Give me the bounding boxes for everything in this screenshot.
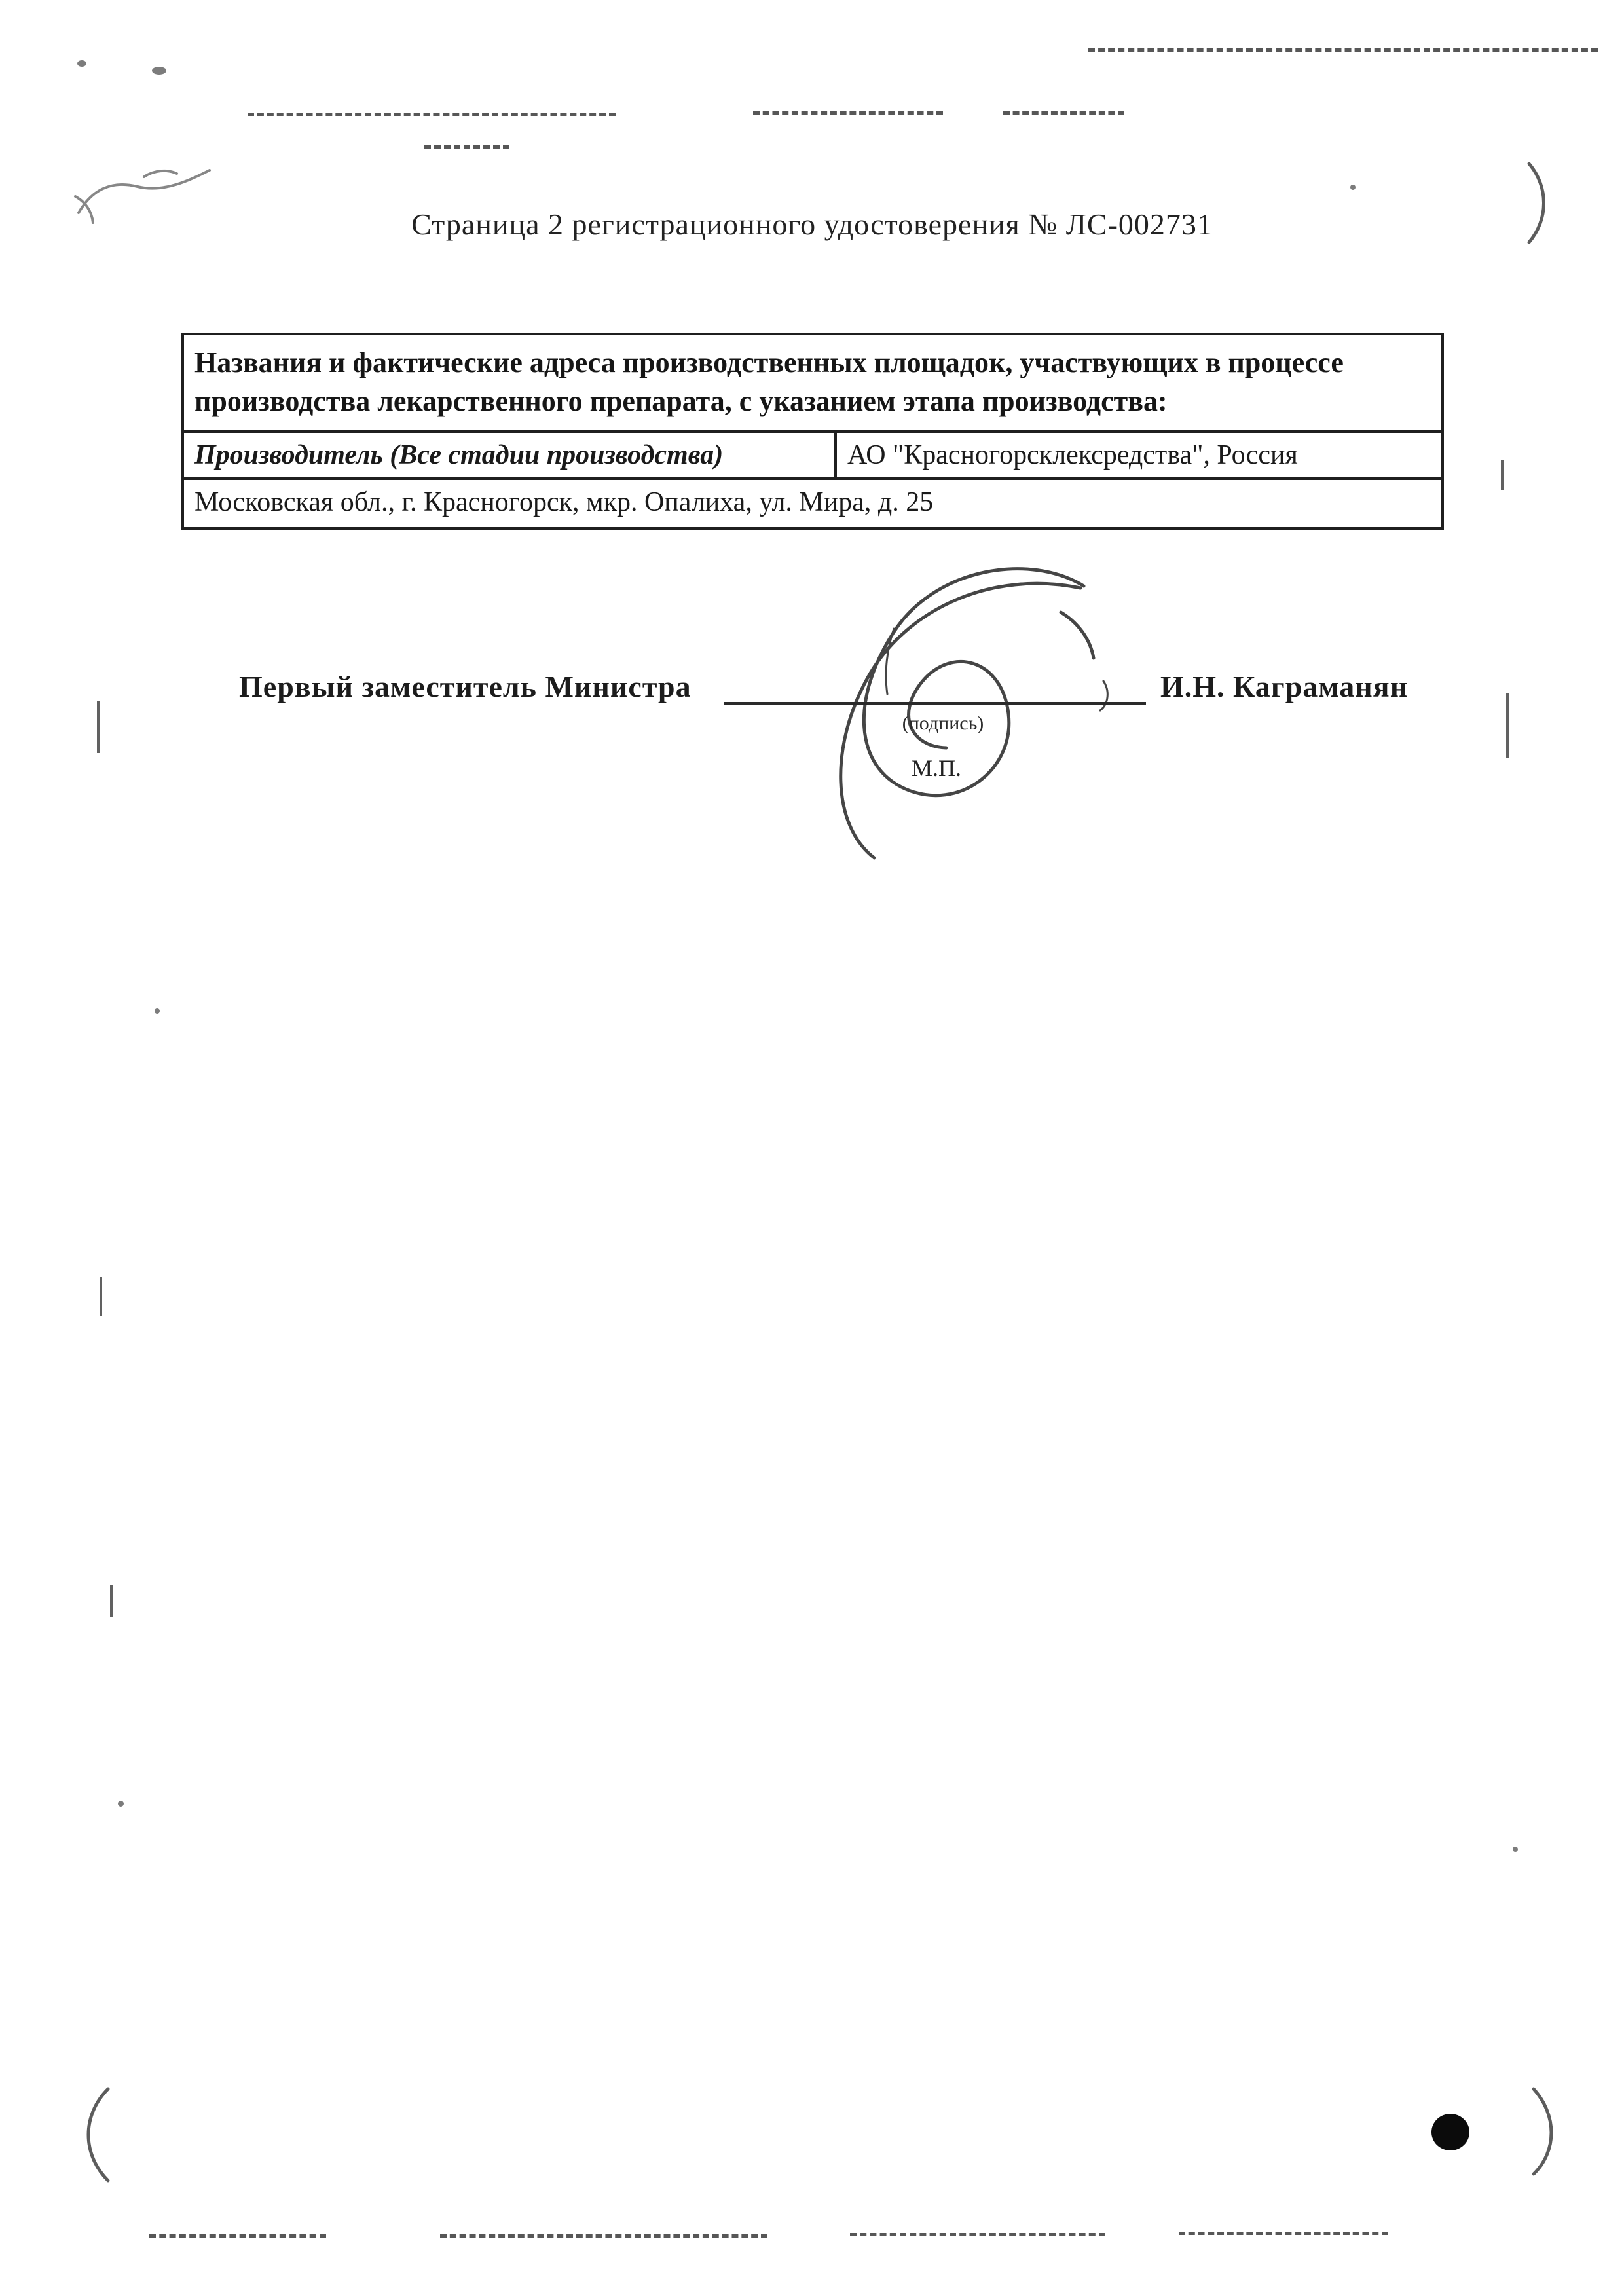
scan-dash-top-right xyxy=(1088,48,1598,52)
scan-dash-bottom-3 xyxy=(850,2233,1105,2236)
handwritten-signature xyxy=(796,550,1162,864)
scan-speck-5 xyxy=(118,1801,124,1807)
scan-speck-2 xyxy=(152,67,166,75)
scan-tick-2 xyxy=(1506,693,1509,758)
scan-tick-4 xyxy=(100,1277,102,1316)
producer-value-cell: АО "Красногорсклексредства", Россия xyxy=(847,439,1298,470)
scan-dash-top-mid2 xyxy=(1003,111,1124,115)
scan-black-dot xyxy=(1431,2114,1469,2150)
scan-curve-bottom-left xyxy=(72,2082,118,2187)
stamp-placeholder-label: М.П. xyxy=(912,755,962,781)
table-row-address: Московская обл., г. Красногорск, мкр. Опалиха, ул. Мира, д. 25 xyxy=(194,487,934,517)
scan-dash-small xyxy=(424,145,509,149)
scan-dash-bottom-2 xyxy=(440,2234,767,2238)
scan-tick-3 xyxy=(97,701,100,753)
scan-tick-5 xyxy=(110,1585,113,1617)
scan-speck-4 xyxy=(155,1008,160,1014)
scan-curve-bottom-right xyxy=(1526,2082,1565,2181)
signer-position-label: Первый заместитель Министра xyxy=(239,670,692,703)
scan-tick-1 xyxy=(1501,460,1504,490)
scan-speck-3 xyxy=(1350,185,1356,190)
table-row-producer xyxy=(184,433,1441,480)
page-title: Страница 2 регистрационного удостоверения № ЛС-002731 xyxy=(411,208,1213,241)
scan-dash-top-left xyxy=(248,113,616,116)
scan-speck-6 xyxy=(1513,1847,1518,1852)
signer-name: И.Н. Каграманян xyxy=(1160,670,1409,703)
scan-dash-bottom-4 xyxy=(1179,2232,1388,2235)
scan-dash-top-mid xyxy=(753,111,943,115)
scan-dash-bottom-1 xyxy=(149,2234,326,2238)
scan-speck-1 xyxy=(77,60,86,67)
table-header: Названия и фактические адреса производственных площадок, участвующих в процессе производства лекарственного препарата, с указанием этапа производства: xyxy=(184,335,1441,433)
signature-line xyxy=(724,702,1146,705)
producer-label-cell: Производитель (Все стадии производства) xyxy=(184,433,837,477)
production-sites-table xyxy=(181,333,1444,530)
signature-caption: (подпись) xyxy=(902,712,984,734)
